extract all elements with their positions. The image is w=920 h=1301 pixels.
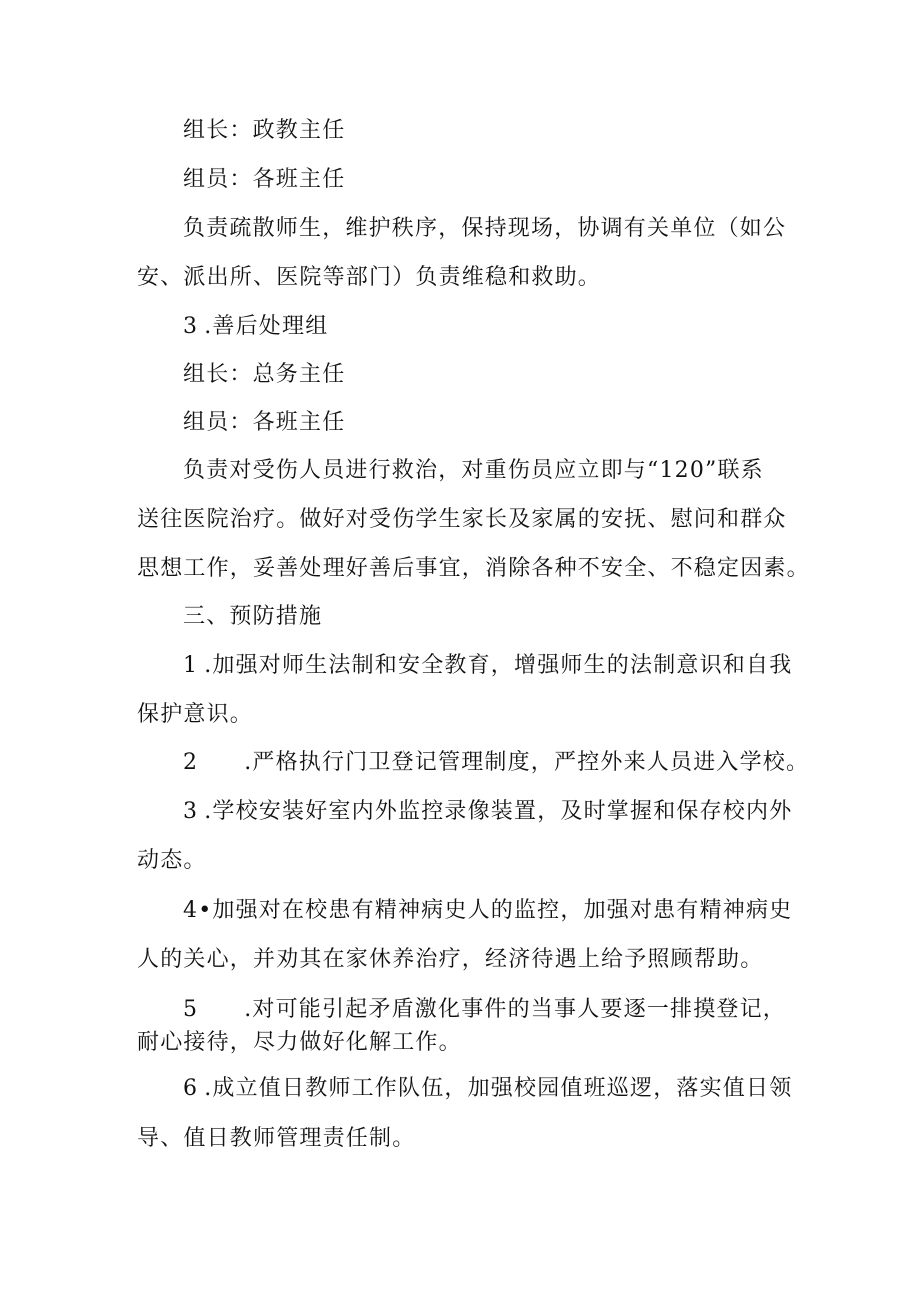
measure-6-cont: 导、值日教师管理责任制。 bbox=[137, 1126, 416, 1151]
measure-2 bbox=[183, 748, 809, 778]
item-text: .对可能引起矛盾激化事件的当事人要逐一排摸登记， bbox=[244, 997, 786, 1022]
measure-4: 4•加强对在校患有精神病史人的监控，加强对患有精神病史 bbox=[183, 898, 793, 923]
line-evacuation-duty: 负责疏散师生，维护秩序，保持现场，协调有关单位（如公 bbox=[183, 216, 787, 241]
item-text: .成立值日教师工作队伍，加强校园值班巡逻，落实值日领 bbox=[204, 1076, 793, 1101]
line-team-leader-general: 组长：总务主任 bbox=[183, 362, 346, 387]
measure-3-cont: 动态。 bbox=[137, 848, 207, 873]
measure-1 bbox=[183, 651, 792, 681]
item-number: 2 bbox=[183, 750, 199, 775]
item-text: .加强对师生法制和安全教育，增强师生的法制意识和自我 bbox=[204, 653, 793, 678]
heading-aftermath-group bbox=[183, 312, 328, 342]
line-treatment-duty-cont-1: 送往医院治疗。做好对受伤学生家长及家属的安抚、慰问和群众 bbox=[137, 507, 787, 532]
line-team-members-2: 组员：各班主任 bbox=[183, 410, 346, 435]
item-number: 3 bbox=[183, 799, 199, 824]
item-number: 5 bbox=[183, 997, 199, 1022]
line-treatment-duty: 负责对受伤人员进行救治，对重伤员应立即与“120”联系 bbox=[183, 458, 764, 483]
item-text: .严格执行门卫登记管理制度，严控外来人员进入学校。 bbox=[244, 750, 810, 775]
measure-1-cont: 保护意识。 bbox=[137, 702, 254, 727]
measure-5-cont: 耐心接待，尽力做好化解工作。 bbox=[137, 1030, 462, 1055]
item-number: 6 bbox=[183, 1076, 199, 1101]
measure-4-cont: 人的关心，并劝其在家休养治疗，经济待遇上给予照顾帮助。 bbox=[137, 947, 764, 972]
measure-5 bbox=[183, 995, 786, 1025]
item-text: .善后处理组 bbox=[204, 314, 329, 339]
line-team-members-1: 组员：各班主任 bbox=[183, 167, 346, 192]
line-evacuation-duty-cont: 安、派出所、医院等部门）负责维稳和救助。 bbox=[137, 265, 602, 290]
heading-prevention-measures: 三、预防措施 bbox=[183, 604, 323, 629]
line-treatment-duty-cont-2: 思想工作，妥善处理好善后事宜，消除各种不安全、不稳定因素。 bbox=[137, 556, 810, 581]
line-team-leader-politics: 组长：政教主任 bbox=[183, 118, 346, 143]
measure-6 bbox=[183, 1074, 792, 1104]
measure-3 bbox=[183, 797, 792, 827]
item-text: .学校安装好室内外监控录像装置，及时掌握和保存校内外 bbox=[204, 799, 793, 824]
item-number: 3 bbox=[183, 314, 199, 339]
item-number: 1 bbox=[183, 653, 199, 678]
